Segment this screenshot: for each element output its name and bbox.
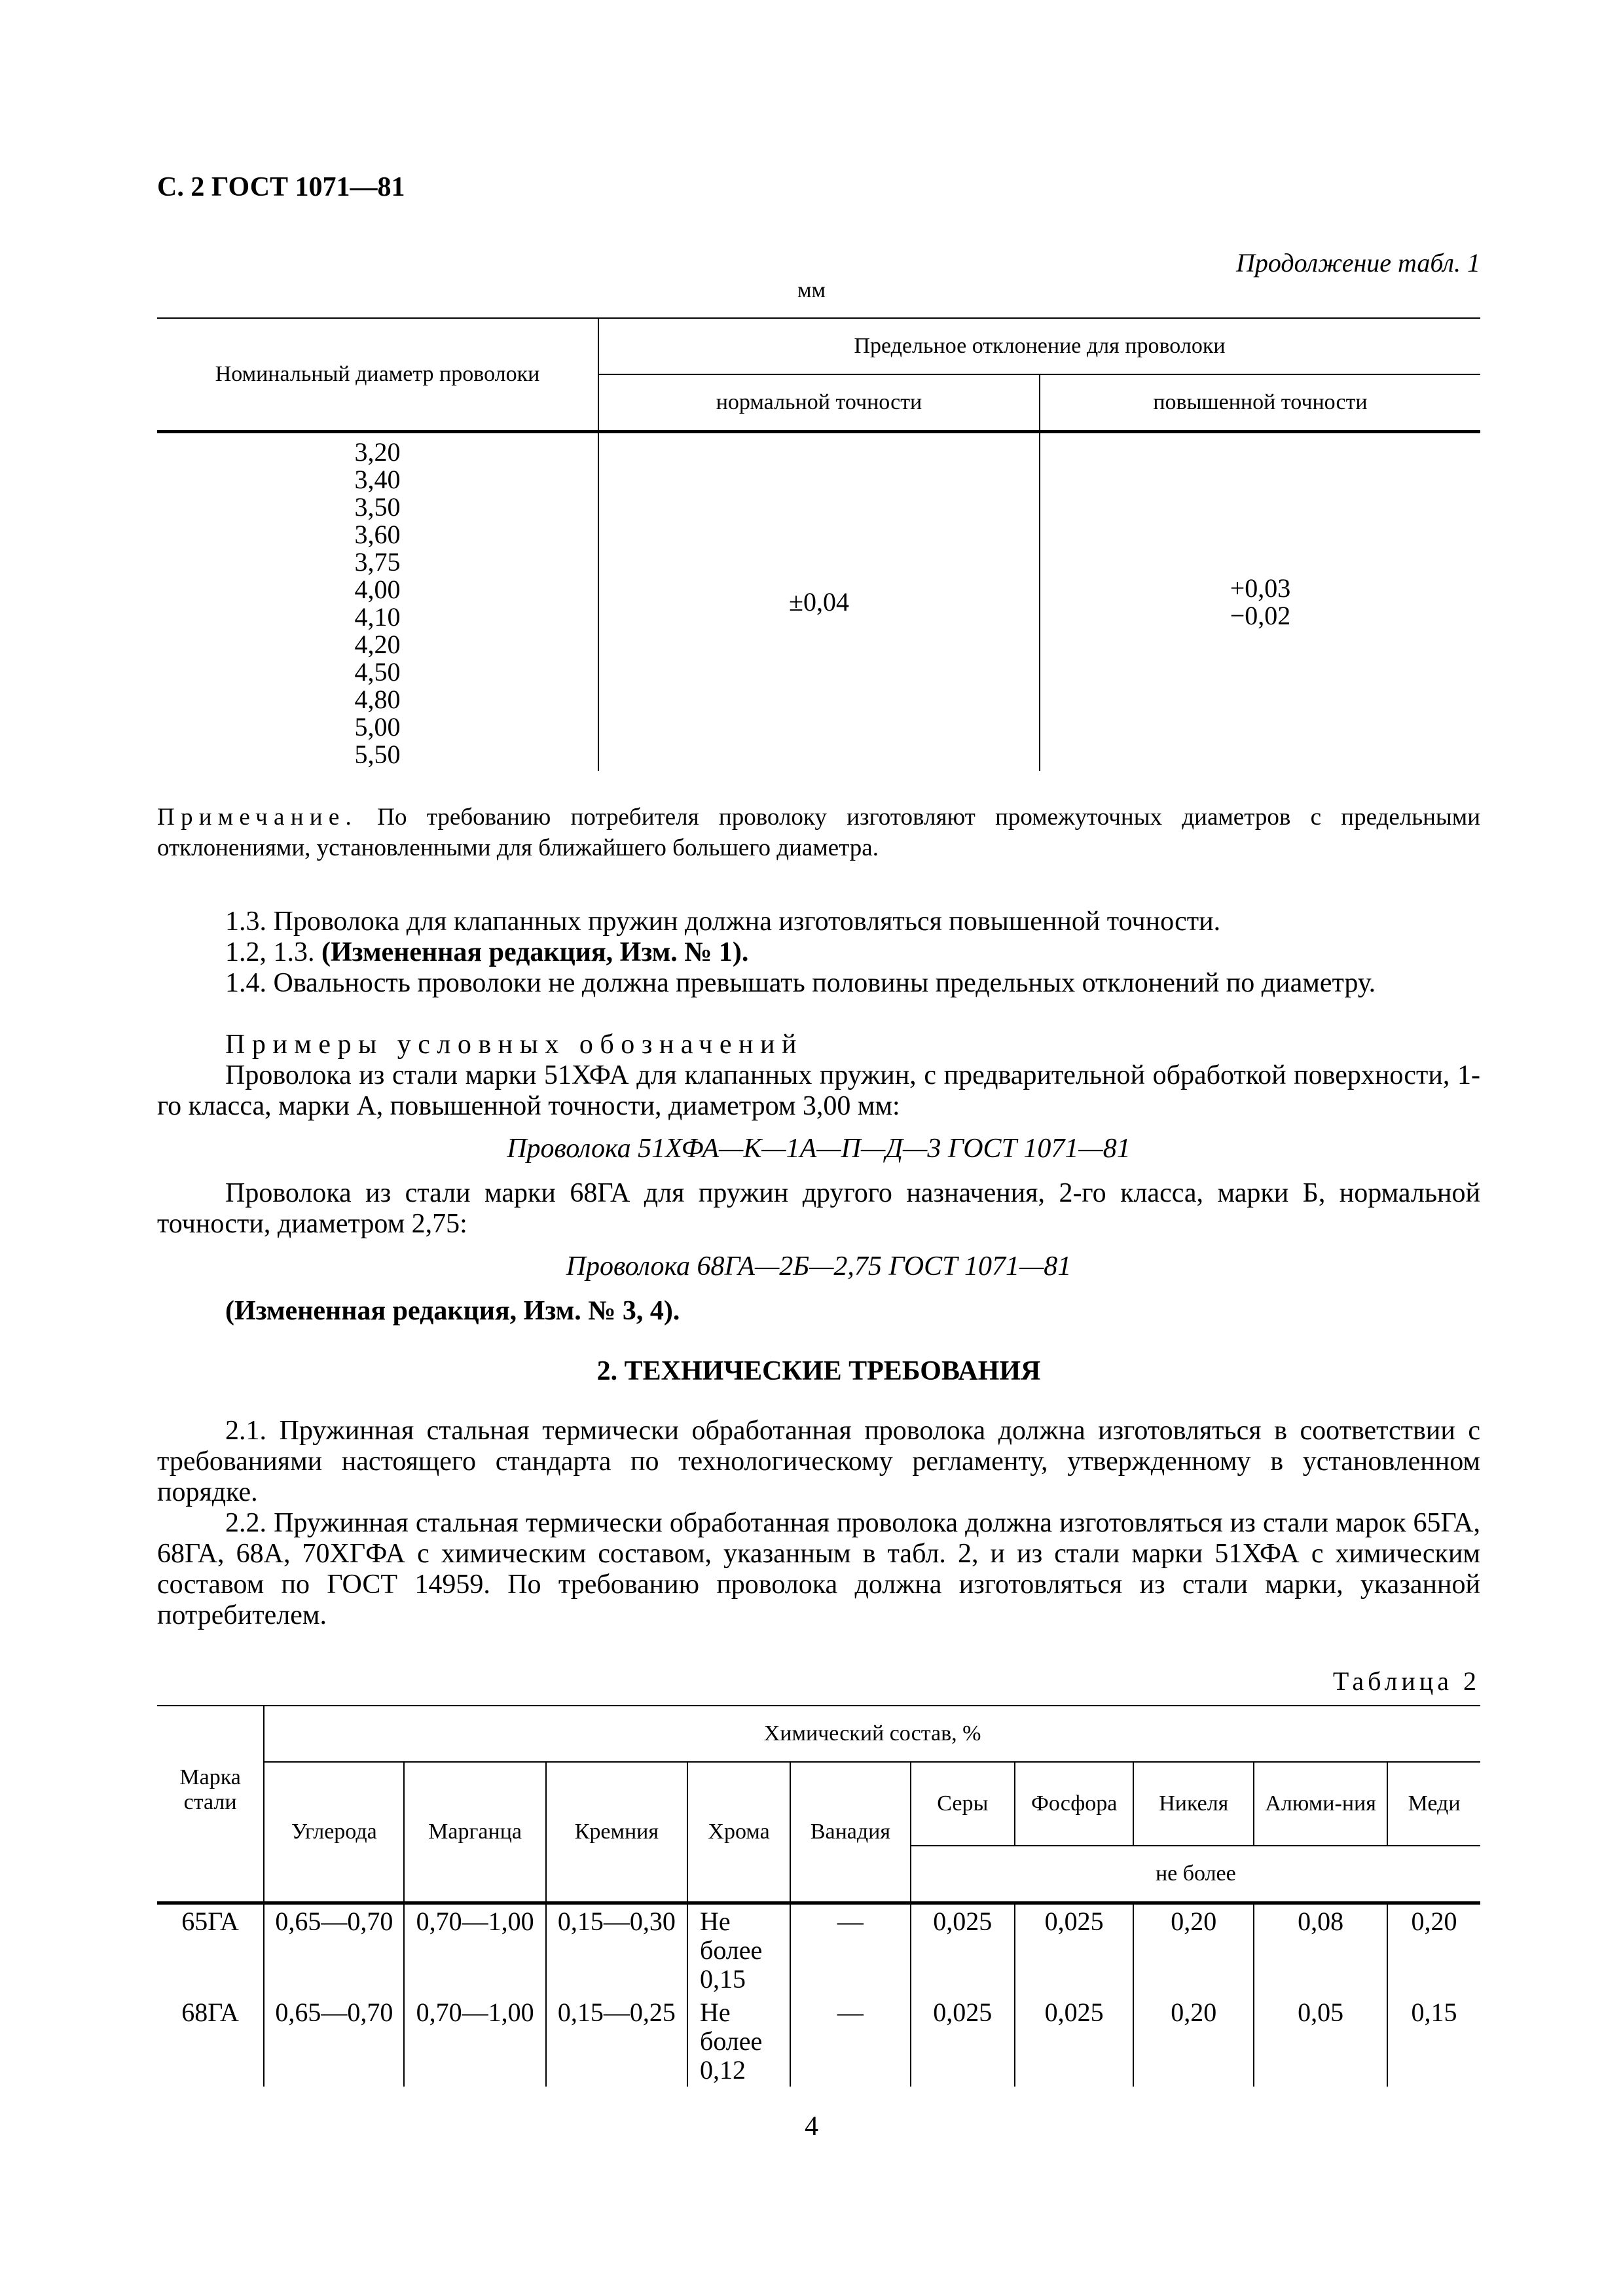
value-cell: 0,025 [911,1903,1015,1996]
increased-deviation-cell [1040,432,1480,772]
revision-note-3-4: (Измененная редакция, Изм. № 3, 4). [225,1296,680,1326]
revision-note: (Измененная редакция, Изм. № 1). [321,937,749,967]
col-header-phosphorus: Фосфора [1015,1762,1134,1846]
value-cell: 0,65—0,70 [264,1903,404,1996]
table-row [157,1996,1480,2087]
value-cell: — [790,1996,911,2087]
value-cell: 0,20 [1387,1903,1480,1996]
increased-plus: +0,03 [1230,573,1291,603]
note-label: Примечание. [157,804,357,831]
diameter-value: 3,60 [354,520,401,549]
diameter-value: 4,80 [354,685,401,714]
grade-cell: 68ГА [181,1998,239,2027]
example-1-text: Проволока из стали марки 51ХФА для клапанных пружин, с предварительной обработкой поверхности, 1-го класса, марки А, повышенной точности, диаметром 3,00 мм: [157,1060,1480,1121]
col-header-vanadium: Ванадия [790,1762,911,1903]
col-header-chromium: Хрома [687,1762,790,1903]
paragraph-2-1: 2.1. Пружинная стальная термически обработанная проволока должна изготовляться в соответствии с требованиями настоящего стандарта по технологическому регламенту, утвержденному в установленном порядке. [157,1416,1480,1507]
page-header: С. 2 ГОСТ 1071—81 [157,172,405,202]
col-header-sulfur: Серы [911,1762,1015,1846]
col-header-composition: Химический состав, % [264,1706,1480,1762]
diameter-value: 3,20 [354,437,401,467]
diameter-value: 5,00 [354,712,401,742]
diameters-cell [157,432,598,772]
col-header-silicon: Кремния [546,1762,687,1903]
col-header-deviation: Предельное отклонение для проволоки [598,318,1480,374]
col-header-normal: нормальной точности [598,374,1040,432]
paragraph-2-2: 2.2. Пружинная стальная термически обработанная проволока должна изготовляться из стали марок 65ГА, 68ГА, 68А, 70ХГФА с химическим составом, указанным в табл. 2, и из стали марки 51ХФА с химическим составом по ГОСТ 14959. По требованию проволока должна изготовляться из стали марки, указанной потребителем. [157,1508,1480,1630]
table-2-label: Таблица 2 [1332,1666,1480,1696]
value-cell: 0,70—1,00 [404,1996,545,2087]
paragraph-1-2-1-3-revision [157,937,1480,968]
value-cell: 0,08 [1254,1903,1387,1996]
value-cell: 0,025 [911,1996,1015,2087]
col-header-grade: Марка стали [157,1706,264,1903]
value-cell: 0,65—0,70 [264,1996,404,2087]
normal-deviation-value: ±0,04 [598,432,1040,772]
grade-cell: 65ГА [181,1907,239,1936]
paragraph-1-3: 1.3. Проволока для клапанных пружин должна изготовляться повышенной точности. [225,906,1221,937]
col-header-diameter: Номинальный диаметр проволоки [157,318,598,432]
diameter-deviation-table [157,317,1480,771]
value-cell: 0,70—1,00 [404,1903,545,1996]
section-2-title: 2. ТЕХНИЧЕСКИЕ ТРЕБОВАНИЯ [596,1356,1041,1386]
example-1-code: Проволока 51ХФА—К—1А—П—Д—3 ГОСТ 1071—81 [507,1134,1131,1164]
value-cell: 0,05 [1254,1996,1387,2087]
example-2-code: Проволока 68ГА—2Б—2,75 ГОСТ 1071—81 [566,1251,1072,1282]
value-cell: Не более 0,15 [687,1903,790,1996]
value-cell: 0,20 [1133,1903,1254,1996]
value-cell: 0,15 [1387,1996,1480,2087]
diameter-value: 4,50 [354,657,401,687]
examples-title: Примеры условных обозначений [225,1030,803,1060]
table-unit: мм [797,278,826,302]
revision-prefix: 1.2, 1.3. [225,937,315,967]
value-cell: 0,15—0,25 [546,1996,687,2087]
diameter-value: 4,00 [354,575,401,604]
diameter-value: 3,50 [354,492,401,522]
value-cell: — [790,1903,911,1996]
value-cell: 0,15—0,30 [546,1903,687,1996]
page-number: 4 [805,2111,818,2142]
increased-minus: −0,02 [1230,601,1291,630]
col-header-nickel: Никеля [1133,1762,1254,1846]
value-cell: 0,20 [1133,1996,1254,2087]
diameter-value: 4,10 [354,602,401,632]
table-continuation-label: Продолжение табл. 1 [1235,248,1480,278]
chemical-composition-table [157,1705,1480,2087]
value-cell: 0,025 [1015,1903,1134,1996]
diameter-value: 5,50 [354,740,401,769]
example-2-text: Проволока из стали марки 68ГА для пружин другого назначения, 2-го класса, марки Б, нормальной точности, диаметром 2,75: [157,1178,1480,1239]
note-text: По требованию потребителя проволоку изготовляют промежуточных диаметров с предельными отклонениями, установленными для ближайшего большего диаметра. [157,804,1480,861]
col-header-increased: повышенной точности [1040,374,1480,432]
diameter-value: 3,40 [354,465,401,494]
diameter-value: 3,75 [354,547,401,577]
diameter-value: 4,20 [354,630,401,659]
col-header-manganese: Марганца [404,1762,545,1903]
table-row [157,1903,1480,1996]
paragraph-1-4: 1.4. Овальность проволоки не должна превышать половины предельных отклонений по диаметру. [225,968,1376,998]
value-cell: Не более 0,12 [687,1996,790,2087]
table-note [157,802,1480,863]
col-header-carbon: Углерода [264,1762,404,1903]
not-more-label: не более [911,1846,1480,1903]
value-cell: 0,025 [1015,1996,1134,2087]
col-header-copper: Меди [1387,1762,1480,1846]
col-header-aluminum: Алюми-ния [1254,1762,1387,1846]
